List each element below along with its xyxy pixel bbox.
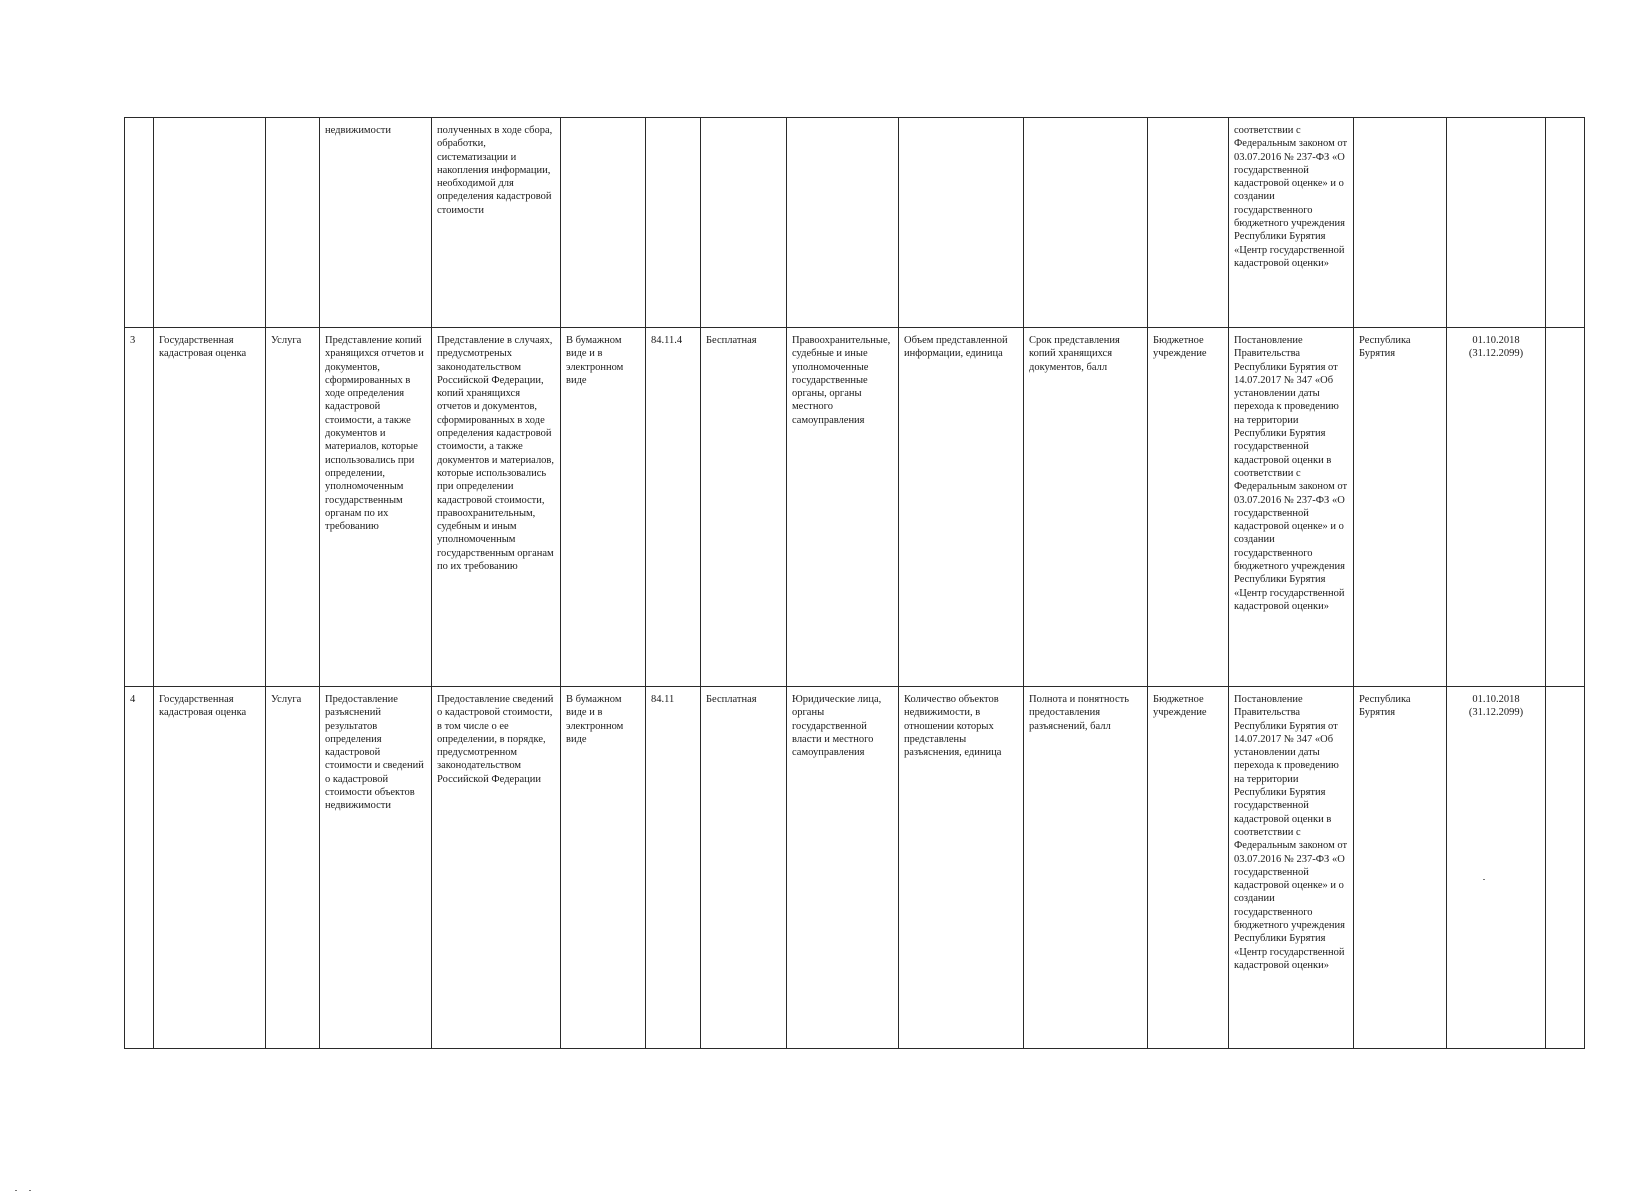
cell-recipients: Юридические лица, органы государственной власти и местного самоуправления: [787, 687, 899, 1049]
cell-extra: [1546, 118, 1585, 328]
table-row: [125, 328, 1585, 687]
cell-okved-code: 84.11.4: [646, 328, 701, 687]
scan-speck: [1483, 879, 1485, 880]
cell-service-content: Предоставление разъяснений результатов определения кадастровой стоимости и сведений о кадастровой стоимости объектов недвижимости: [320, 687, 432, 1049]
cell-volume-indicator: Количество объектов недвижимости, в отношении которых представлены разъяснения, единица: [899, 687, 1024, 1049]
cell-number: [125, 118, 154, 328]
cell-okved-code: [646, 118, 701, 328]
cell-volume-indicator: [899, 118, 1024, 328]
cell-quality-indicator: [1024, 118, 1148, 328]
cell-institution-type: Бюджетное учреждение: [1148, 687, 1229, 1049]
cell-service-kind: Услуга: [266, 328, 320, 687]
cell-service-content: недвижимости: [320, 118, 432, 328]
cell-service-name: Государственная кадастровая оценка: [154, 687, 266, 1049]
cell-institution-type: [1148, 118, 1229, 328]
cell-service-kind: [266, 118, 320, 328]
cell-legal-basis: соответствии с Федеральным законом от 03.07.2016 № 237-ФЗ «О государственной кадастровой оценке» и о создании государственного бюджетного учреждения Республики Бурятия «Центр государственной кадастровой оценки»: [1229, 118, 1354, 328]
cell-legal-basis: Постановление Правительства Республики Бурятия от 14.07.2017 № 347 «Об установлении даты перехода к проведению на территории Республики Бурятия государственной кадастровой оценки в соответствии с Федеральным законом от 03.07.2016 № 237-ФЗ «О государственной кадастровой оценке» и о создании государственного бюджетного учреждения Республики Бурятия «Центр государственной кадастровой оценки»: [1229, 687, 1354, 1049]
cell-service-conditions: Предоставление сведений о кадастровой стоимости, в том числе о ее определении, в порядке, предусмотренном законодательством Российской Федерации: [432, 687, 561, 1049]
cell-quality-indicator: Срок представления копий хранящихся документов, балл: [1024, 328, 1148, 687]
cell-extra: [1546, 328, 1585, 687]
cell-number: 3: [125, 328, 154, 687]
cell-date: 01.10.2018 (31.12.2099): [1447, 687, 1546, 1049]
cell-payment-type: Бесплатная: [701, 328, 787, 687]
cell-date: 01.10.2018 (31.12.2099): [1447, 328, 1546, 687]
scan-speck: [15, 1190, 17, 1191]
cell-service-form: [561, 118, 646, 328]
cell-service-content: Представление копий хранящихся отчетов и документов, сформированных в ходе определения кадастровой стоимости, а также документов и материалов, которые использовались при определении, уполномоченным государственным органам по их требованию: [320, 328, 432, 687]
table-row: [125, 687, 1585, 1049]
cell-institution-type: Бюджетное учреждение: [1148, 328, 1229, 687]
services-registry-table: [124, 117, 1585, 1049]
cell-extra: [1546, 687, 1585, 1049]
cell-okved-code: 84.11: [646, 687, 701, 1049]
cell-owner: [1354, 118, 1447, 328]
cell-service-kind: Услуга: [266, 687, 320, 1049]
cell-service-form: В бумажном виде и в электронном виде: [561, 328, 646, 687]
scan-speck: [29, 1190, 31, 1191]
cell-service-conditions: Представление в случаях, предусмотреных законодательством Российской Федерации, копий хранящихся отчетов и документов, сформированных в ходе определения кадастровой стоимости, а также документов и материалов, которые использовались при определении кадастровой стоимости, правоохранительным, судебным и иным уполномоченным государственным органам по их требованию: [432, 328, 561, 687]
cell-date: [1447, 118, 1546, 328]
table-row: [125, 118, 1585, 328]
cell-number: 4: [125, 687, 154, 1049]
cell-service-name: [154, 118, 266, 328]
cell-payment-type: [701, 118, 787, 328]
cell-recipients: Правоохранительные, судебные и иные уполномоченные государственные органы, органы местного самоуправления: [787, 328, 899, 687]
cell-service-form: В бумажном виде и в электронном виде: [561, 687, 646, 1049]
cell-volume-indicator: Объем представленной информации, единица: [899, 328, 1024, 687]
cell-service-name: Государственная кадастровая оценка: [154, 328, 266, 687]
cell-service-conditions: полученных в ходе сбора, обработки, систематизации и накопления информации, необходимой для определения кадастровой стоимости: [432, 118, 561, 328]
cell-legal-basis: Постановление Правительства Республики Бурятия от 14.07.2017 № 347 «Об установлении даты перехода к проведению на территории Республики Бурятия государственной кадастровой оценки в соответствии с Федеральным законом от 03.07.2016 № 237-ФЗ «О государственной кадастровой оценке» и о создании государственного бюджетного учреждения Республики Бурятия «Центр государственной кадастровой оценки»: [1229, 328, 1354, 687]
cell-payment-type: Бесплатная: [701, 687, 787, 1049]
cell-recipients: [787, 118, 899, 328]
cell-owner: Республика Бурятия: [1354, 328, 1447, 687]
cell-owner: Республика Бурятия: [1354, 687, 1447, 1049]
cell-quality-indicator: Полнота и понятность предоставления разъяснений, балл: [1024, 687, 1148, 1049]
